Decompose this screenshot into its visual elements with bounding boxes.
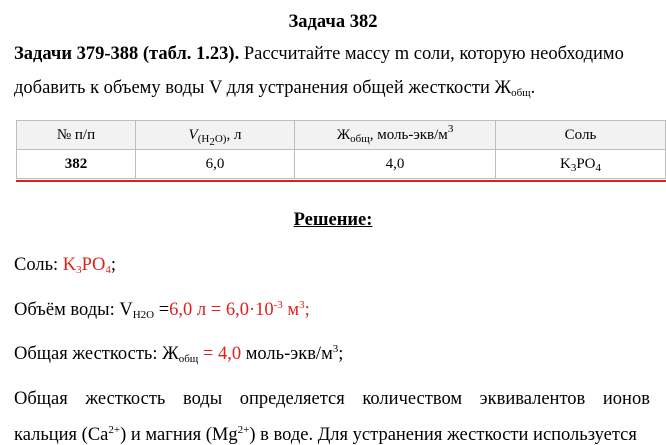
problem-text-2: добавить к объему воды V для устранения общей жесткости Ж xyxy=(14,78,512,98)
cell-volume: 6,0 xyxy=(136,150,295,179)
table-header-row xyxy=(17,121,666,150)
cell-hardness: 4,0 xyxy=(295,150,496,179)
header-hardness-sup: 3 xyxy=(447,122,454,135)
salt-formula: $K_3PO_4$ xyxy=(62,255,111,276)
page-title: Задача 382 xyxy=(288,12,378,32)
hardness-value: 4,0 xyxy=(217,344,242,364)
header-volume-symbol: V xyxy=(188,126,198,143)
parameters-table xyxy=(16,120,666,179)
header-volume xyxy=(136,121,295,150)
solution-hardness-line: Общая жесткость: $Ж_{общ} = 4,0$ моль-$экв/м^3$; xyxy=(14,343,344,365)
header-hardness-sub: общ xyxy=(350,132,370,145)
problem-text-2-end: . xyxy=(530,78,536,98)
header-volume-unit: , л xyxy=(226,126,242,143)
solution-paragraph-line2: кальция $(Ca^{2+})$ и магния $(Mg^{2+})$ в воде. Для устранения жесткости используется xyxy=(14,424,637,445)
header-hardness-symbol: Ж xyxy=(336,126,351,143)
table-row xyxy=(17,150,666,179)
solution-salt-line: Соль: $K_3PO_4$; xyxy=(14,255,116,276)
solution-volume-line: Объём воды: $V_{H2O} =6,0$ $л = 6,0\cdot 10^{-3}$ $м^3$; xyxy=(14,299,310,321)
solution-paragraph-line1: Общая жесткость воды определяется количеством эквивалентов ионов xyxy=(14,389,650,409)
problem-text-1: Рассчитайте массу m соли, которую необходимо xyxy=(239,44,624,64)
volume-value: 6,0 $л = 6,0\cdot 10^{-3}$ $м^3$; xyxy=(169,299,310,320)
problem-text-2-sub: общ xyxy=(511,87,531,99)
solution-heading: Решение: xyxy=(293,210,373,230)
problem-statement-line2 xyxy=(14,79,535,98)
cell-salt: $K_3PO_4$ xyxy=(496,150,666,179)
table-red-underline xyxy=(16,180,666,182)
header-volume-sub: (H2O) xyxy=(197,132,227,148)
header-hardness-unit: , моль-экв/м xyxy=(369,126,448,143)
header-num: № п/п xyxy=(17,121,136,150)
header-hardness xyxy=(295,121,496,150)
header-salt: Соль xyxy=(496,121,666,150)
problem-lead: Задачи 379-388 (табл. 1.23). xyxy=(14,44,240,64)
cell-num: 382 xyxy=(17,150,136,179)
problem-statement-line1 xyxy=(14,45,624,64)
